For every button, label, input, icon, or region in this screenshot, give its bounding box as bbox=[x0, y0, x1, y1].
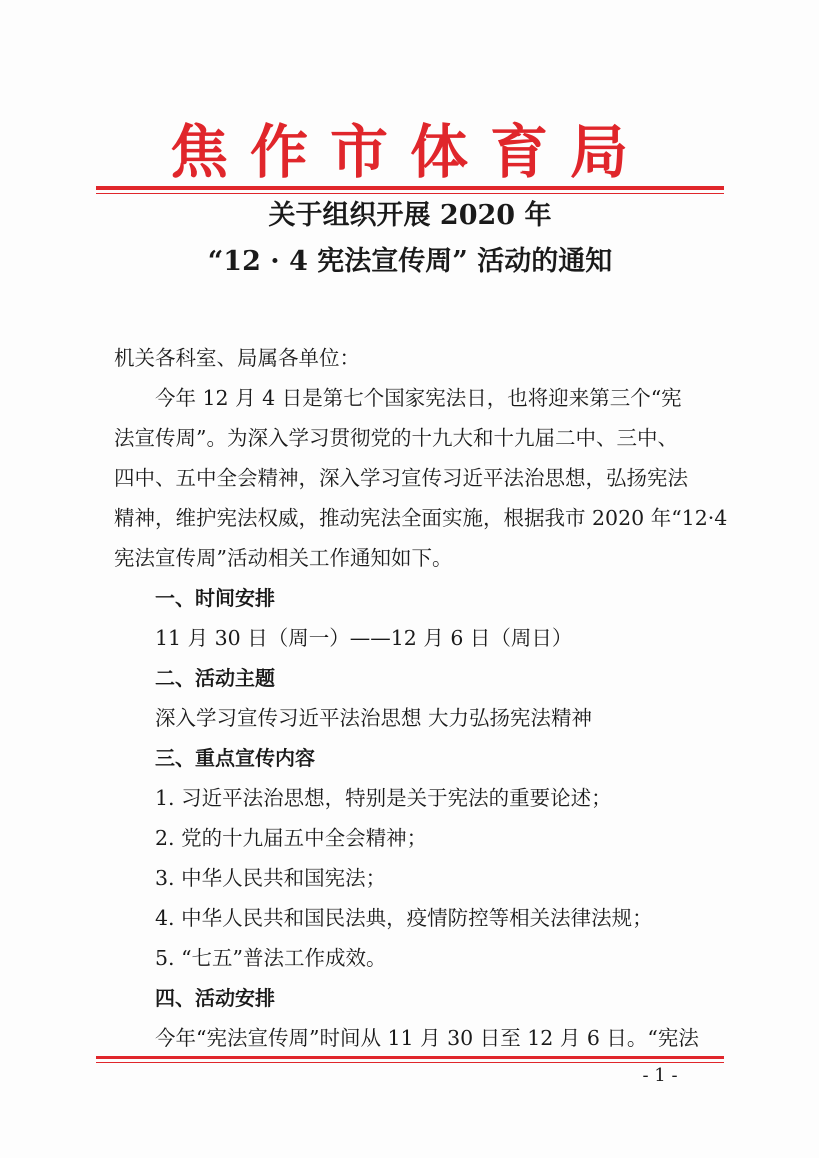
intro-line: 四中、五中全会精神，深入学习宣传习近平法治思想，弘扬宪法 bbox=[114, 466, 688, 490]
header-red-rule-thick bbox=[96, 186, 724, 190]
footer-red-rule-thick bbox=[96, 1056, 724, 1059]
list-item: 2. 党的十九届五中全会精神； bbox=[155, 826, 428, 850]
section-heading: 四、活动安排 bbox=[155, 986, 275, 1010]
list-item: 3. 中华人民共和国宪法； bbox=[155, 866, 387, 890]
organization-header: 焦作市体育局 bbox=[169, 118, 650, 186]
section-heading: 三、重点宣传内容 bbox=[155, 746, 315, 770]
section-heading: 二、活动主题 bbox=[155, 666, 275, 690]
section-text: 11 月 30 日（周一）——12 月 6 日（周日） bbox=[155, 626, 573, 650]
document-title-line-2: “12 · 4 宪法宣传周” 活动的通知 bbox=[207, 246, 613, 277]
list-item: 1. 习近平法治思想，特别是关于宪法的重要论述； bbox=[155, 786, 612, 810]
intro-line: 法宣传周”。为深入学习贯彻党的十九大和十九届二中、三中、 bbox=[114, 426, 678, 450]
intro-line: 宪法宣传周”活动相关工作通知如下。 bbox=[114, 546, 453, 570]
document-title-line-1: 关于组织开展 2020 年 bbox=[268, 200, 552, 231]
salutation: 机关各科室、局属各单位： bbox=[114, 346, 360, 370]
list-item: 5. “七五”普法工作成效。 bbox=[155, 946, 387, 970]
section-text: 今年“宪法宣传周”时间从 11 月 30 日至 12 月 6 日。“宪法 bbox=[155, 1026, 699, 1050]
intro-line: 今年 12 月 4 日是第七个国家宪法日，也将迎来第三个“宪 bbox=[155, 386, 682, 410]
intro-line: 精神，维护宪法权威，推动宪法全面实施，根据我市 2020 年“12·4 bbox=[114, 506, 728, 530]
section-text: 深入学习宣传习近平法治思想 大力弘扬宪法精神 bbox=[155, 706, 593, 730]
footer-red-rule-thin bbox=[96, 1062, 724, 1063]
document-body bbox=[114, 338, 728, 1058]
page-number: - 1 - bbox=[642, 1065, 678, 1086]
list-item: 4. 中华人民共和国民法典，疫情防控等相关法律法规； bbox=[155, 906, 653, 930]
header-red-rule-thin bbox=[96, 193, 724, 194]
section-heading: 一、时间安排 bbox=[155, 586, 275, 610]
